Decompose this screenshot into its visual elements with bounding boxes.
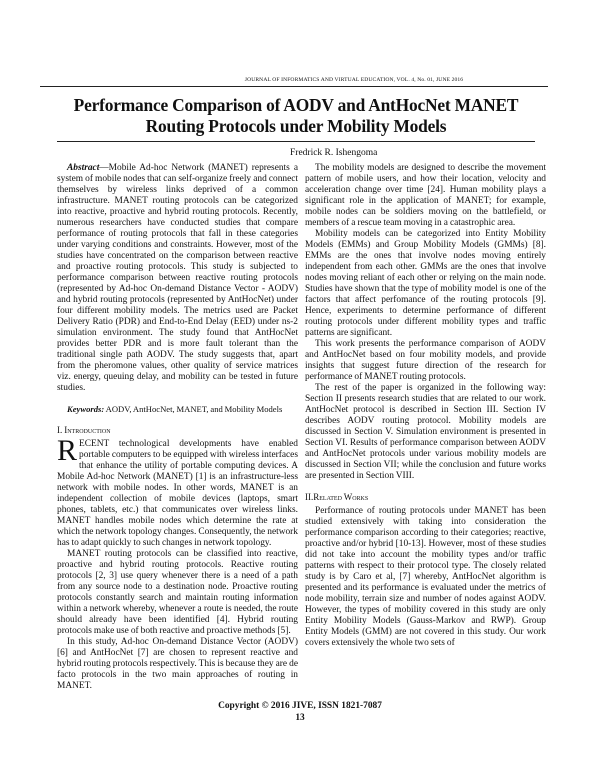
paper-title [57, 95, 535, 142]
running-head: JOURNAL OF INFORMATICS AND VIRTUAL EDUCATION, VOL. 4, No. 01, JUNE 2016 [40, 77, 548, 87]
drop-cap: R [57, 434, 78, 467]
intro-paragraph-4: The mobility models are designed to describe the movement pattern of mobile users, and how their location, velocity and acceleration change over time [24]. Human mobility plays a significant role in the application of MANET; for example, mobile nodes can be soldiers moving on the battlefield, or members of a rescue team moving in a catastrophic area. [305, 163, 546, 228]
section-heading-related-works: II.Related Works [305, 492, 369, 502]
abstract-label: Abstract [67, 163, 100, 173]
title-line-1: Performance Comparison of AODV and AntHocNet MANET [73, 95, 519, 115]
author-name: Fredrick R. Ishengoma [290, 148, 378, 158]
section-heading-introduction: I. Introduction [57, 425, 111, 435]
intro-paragraph-6: This work presents the performance comparison of AODV and AntHocNet based on four mobility models, and provide insights that suggest future direction of the research for performance of MANET routing protocols. [305, 339, 546, 382]
intro-paragraph-1 [57, 434, 298, 549]
keywords [57, 404, 298, 415]
intro-paragraph-3: In this study, Ad-hoc On-demand Distance Vector (AODV) [6] and AntHocNet [7] are chosen to represent reactive and hybrid routing protocols respectively. This is because they are de facto protocols in the two main approaches of routing in MANET. [57, 637, 298, 691]
page-footer [0, 700, 600, 728]
abstract [57, 163, 298, 394]
copyright-notice: Copyright © 2016 JIVE, ISSN 1821-7087 [218, 701, 382, 711]
intro-paragraph-7: The rest of the paper is organized in the following way: Section II presents research studies that are related to our work. AntHocNet protocol is described in Section III. Section IV describes AODV routing protocol. Mobility models are discussed in Section V. Simulation environment is presented in Section VI. Results of performance comparison between AODV and AntHocNet protocols under various mobility models are discussed in Section VII; while the conclusion and future works are presented in Section VIII. [305, 383, 546, 481]
keywords-text: AODV, AntHocNet, MANET, and Mobility Models [104, 404, 283, 414]
left-column [57, 163, 298, 692]
intro-paragraph-2: MANET routing protocols can be classified into reactive, proactive and hybrid routing protocols. Reactive routing protocols [2, 3] use query whenever there is a need of a path from any source node to a destination node. Proactive routing protocols constantly search and maintain routing information within a network whereby, whenever a route is needed, the route should already have been identified [4]. Hybrid routing protocols make use of both reactive and proactive methods [5]. [57, 549, 298, 636]
abstract-text: —Mobile Ad-hoc Network (MANET) represents a system of mobile nodes that can self-organize freely and connect themselves by wireless links deprived of a common infrastructure. MANET routing protocols can be categorized into reactive, proactive and hybrid routing protocols. Recently, numerous researchers have conducted studies that compare performance of routing protocols that fall in these categories under varying conditions and constraints. However, most of the studies have concentrated on the comparison between reactive and proactive routing protocols. This study is subjected to performance comparison between reactive routing protocols (represented by Ad-hoc On-demand Distance Vector - AODV) and hybrid routing protocols (represented by AntHocNet) under four different mobility models. The metrics used are Packet Delivery Ratio (PDR) and End-to-End Delay (EED) under ns-2 simulation environment. The study found that AntHocNet provides better PDR and is more fault tolerant than the traditional single path AODV. The study suggests that, apart from the pheromone values, other quality of service matrices viz. energy, queuing delay, and mobility can be tested in future studies. [57, 163, 298, 393]
right-column [305, 163, 546, 649]
related-works-paragraph-1: Performance of routing protocols under MANET has been studied extensively with taking into consideration the performance comparison according to their categories; reactive, proactive and/or hybrid [10-13]. However, most of these studies did not take into account the mobility types and/or traffic patterns with respect to their protocol type. The closely related study is by Caro et al, [7] whereby, AntHocNet algorithm is presented and its performance is evaluated under the metrics of node mobility, terrain size and number of nodes against AODV. However, the types of mobility covered in this study are only Entity Mobility Models (Gauss-Markov and RWP). Group Entity Models (GMM) are not covered in this study. Our work covers extensively the whole two sets of [305, 506, 546, 648]
page-number: 13 [295, 713, 305, 723]
body-columns [57, 163, 546, 692]
title-line-2: Routing Protocols under Mobility Models [145, 116, 447, 136]
keywords-label: Keywords: [67, 404, 105, 414]
intro-paragraph-5: Mobility models can be categorized into Entity Mobility Models (EMMs) and Group Mobility Models (GMMs) [8]. EMMs are the ones that involve nodes moving entirely independent from each other. GMMs are the ones that involve nodes moving reliant of each other or relying on the main node. Studies have shown that the type of mobility model is one of the factors that affect perfomance of the routing protocols [9]. Hence, experiments to determine performance of different routing protocols under different mobility types and traffic patterns are significant. [305, 229, 546, 338]
intro-paragraph-1-text: ECENT technological developments have enabled portable computers to be equipped with wireless interfaces that enhance the utility of portable computing devices. A Mobile Ad-hoc Network (MANET) [1] is an infrastructure-less network with mobile nodes. In other words, MANET is an independent collection of mobile devices (laptops, smart phones, tablets, etc.) that communicates over wireless links. MANET handles mobile nodes which determine the rate at which the network topology changes. Consequently, the network has to adapt quickly to such changes in network topology. [57, 439, 298, 548]
